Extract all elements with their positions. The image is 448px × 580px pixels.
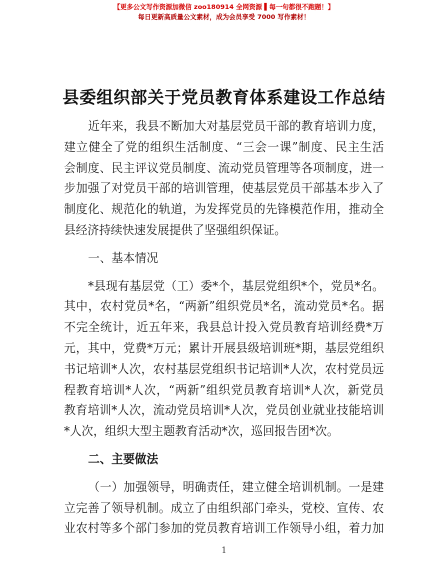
section-heading: 二、主要做法 — [88, 451, 159, 466]
page-number: 1 — [221, 546, 227, 555]
text-line: 程教育培训*人次，“两新”组织党员教育培训*人次，新党员 — [64, 382, 384, 397]
promo-banner-line-2: 每日更新高质量公文素材，成为会员享受 7000 写作素材！ — [137, 13, 311, 21]
document-body — [64, 116, 384, 539]
text-line: 会制度、民主评议党员制度、流动党员管理等各项制度，进一 — [64, 160, 384, 175]
text-line: 县经济持续快速发展提供了坚强组织保证。 — [64, 222, 287, 237]
paragraph — [64, 116, 384, 241]
paragraph — [64, 477, 384, 539]
text-line: 立完善了领导机制。成立了由组织部门牵头，党校、宣传、农 — [64, 500, 384, 515]
text-line: 业农村等多个部门参加的党员教育培训工作领导小组，着力加 — [64, 521, 384, 536]
text-line: （一）加强领导，明确责任，建立健全培训机制。一是建 — [88, 479, 384, 494]
text-line: 元，其中，党费*万元；累计开展县级培训班*期，基层党组织 — [64, 340, 384, 355]
text-line: 书记培训*人次，农村基层党组织书记培训*人次，农村党员远 — [64, 361, 384, 376]
text-line: *县现有基层党（工）委*个，基层党组织*个，党员*名。 — [88, 278, 384, 293]
text-line: 其中，农村党员*名，“两新”组织党员*名，流动党员*名。据 — [64, 299, 384, 314]
text-line: 不完全统计，近五年来，我县总计投入党员教育培训经费*万 — [64, 320, 384, 335]
document-title: 县委组织部关于党员教育体系建设工作总结 — [62, 88, 386, 107]
section-heading: 一、基本情况 — [88, 250, 159, 265]
text-line: 教育培训*人次，流动党员培训*人次，党员创业就业技能培训 — [64, 403, 384, 418]
promo-banner — [0, 2, 448, 22]
paragraph — [64, 276, 384, 442]
text-line: 步加强了对党员干部的培训管理，使基层党员干部基本步入了 — [64, 181, 384, 196]
text-line: 建立健全了党的组织生活制度、“三会一课”制度、民主生活 — [64, 139, 384, 154]
text-line: *人次，组织大型主题教育活动*次，巡回报告团*次。 — [64, 424, 339, 439]
promo-banner-line-1: 【更多公文写作资源加微信 zoo180914 全网资源 ▌每一句都很不跑题！】 — [113, 3, 335, 11]
text-line: 近年来，我县不断加大对基层党员干部的教育培训力度， — [88, 119, 384, 133]
text-line: 制度化、规范化的轨道，为发挥党员的先锋模范作用，推动全 — [64, 202, 384, 217]
